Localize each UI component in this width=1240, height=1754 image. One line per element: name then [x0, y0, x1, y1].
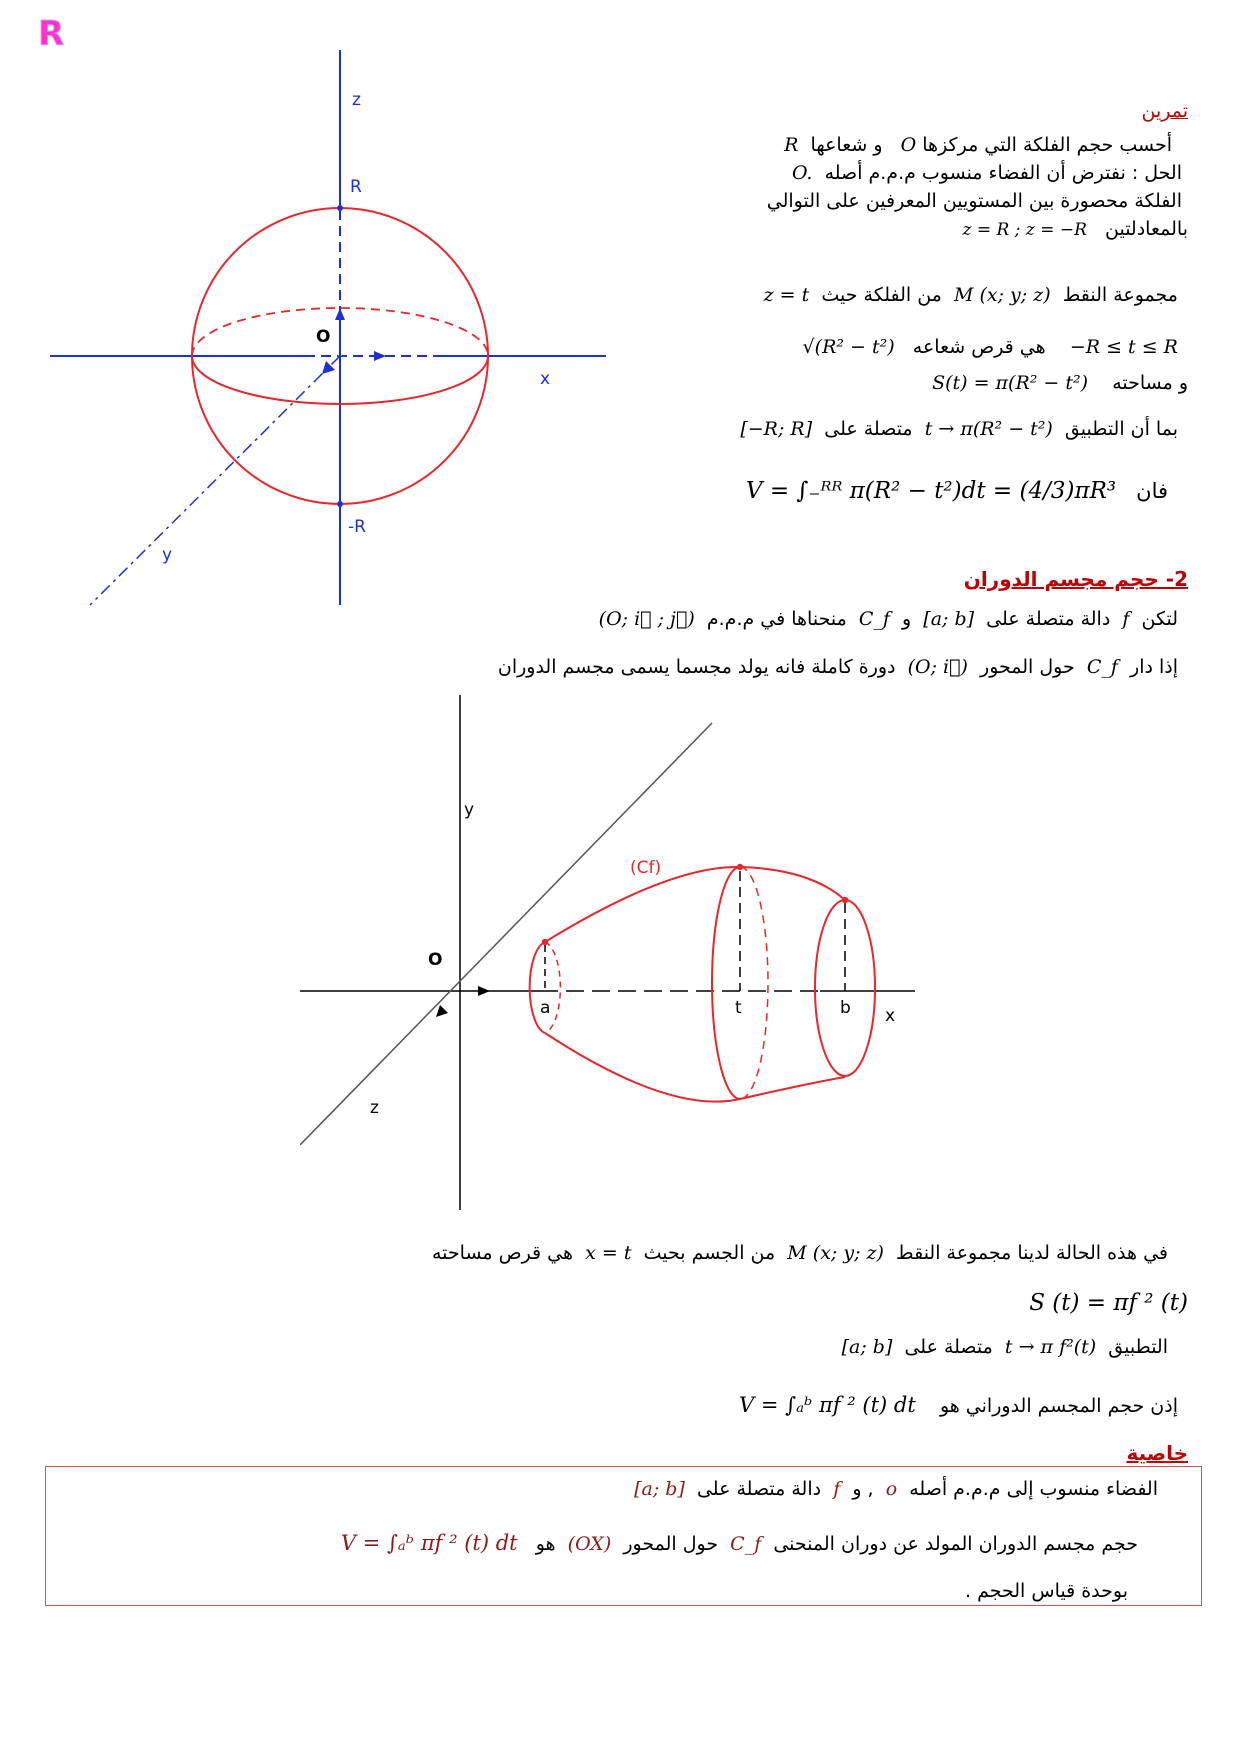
- property-title: خاصية: [1126, 1441, 1188, 1465]
- upper-curve: [545, 867, 845, 942]
- t-label: t: [735, 998, 742, 1018]
- after-line3: التطبيق t → π f²(t) متصلة على [a; b]: [841, 1336, 1168, 1358]
- y-axis: [90, 356, 340, 605]
- exercise-line7: و مساحته S(t) = π(R² − t²): [932, 372, 1188, 394]
- z-label: z: [352, 90, 361, 110]
- b-label: b: [840, 998, 851, 1018]
- exercise-line8: بما أن التطبيق t → π(R² − t²) متصلة على [−R; R]: [740, 418, 1178, 440]
- lower-curve: [545, 1033, 845, 1102]
- z-label: z: [370, 1098, 379, 1118]
- exercise-line6: −R ≤ t ≤ R هي قرص شعاعه √(R² − t²): [802, 336, 1178, 358]
- y-label: y: [162, 545, 173, 565]
- exercise-line4: بالمعادلتين z = R ; z = −R: [962, 218, 1188, 240]
- property-line1: الفضاء منسوب إلى م.م.م أصله o , و f دالة متصلة على [a; b]: [634, 1478, 1158, 1500]
- exercise-line9: فان V = ∫₋ᴿᴿ π(R² − t²)dt = (4/3)πR³: [745, 478, 1168, 504]
- logo-r: R: [38, 14, 65, 54]
- k-arrow: [335, 308, 345, 320]
- exercise-line1: أحسب حجم الفلكة التي مركزها O و شعاعها R: [784, 134, 1172, 156]
- after-line1: في هذه الحالة لدينا مجموعة النقط M (x; y; z) من الجسم بحيث x = t هي قرص مساحته: [431, 1242, 1168, 1264]
- section2-title: 2- حجم مجسم الدوران: [963, 567, 1188, 591]
- solid-figure: [300, 695, 920, 1215]
- R-label: R: [350, 177, 362, 197]
- negR-label: -R: [348, 517, 366, 537]
- property-line3: بوحدة قياس الحجم .: [965, 1580, 1128, 1602]
- x-label: x: [540, 369, 551, 389]
- exercise-title: تمرين: [1141, 100, 1188, 122]
- property-line2: حجم مجسم الدوران المولد عن دوران المنحنى C_f حول المحور (OX) هو V = ∫ₐᵇ πf ² (t) dt: [340, 1531, 1138, 1555]
- section2-line1: لتكن f دالة متصلة على [a; b] و C_f منحناها في م.م.م (O; i⃗ ; j⃗): [598, 608, 1178, 630]
- exercise-line3: الفلكة محصورة بين المستويين المعرفين على التوالي: [766, 190, 1182, 212]
- section2-line2: إذا دار C_f حول المحور (O; i⃗) دورة كاملة فانه يولد مجسما يسمى مجسم الدوران: [497, 656, 1178, 678]
- z-axis: [300, 723, 712, 1145]
- i-arrow: [374, 351, 386, 361]
- after-line2: S (t) = πf ² (t): [1029, 1290, 1188, 1316]
- sphere-figure: [50, 50, 610, 610]
- exercise-line5: مجموعة النقط M (x; y; z) من الفلكة حيث z = t: [763, 284, 1178, 306]
- exercise-line2: الحل : نفترض أن الفضاء منسوب م.م.م أصله O.: [791, 162, 1182, 184]
- O-label: O: [316, 327, 331, 347]
- O-label: O: [428, 950, 443, 970]
- a-label: a: [540, 998, 551, 1018]
- x-label: x: [885, 1006, 896, 1026]
- y-label: y: [464, 800, 475, 820]
- after-line4: إذن حجم المجسم الدوراني هو V = ∫ₐᵇ πf ² (t) dt: [739, 1393, 1178, 1417]
- cf-label: (Cf): [630, 858, 662, 878]
